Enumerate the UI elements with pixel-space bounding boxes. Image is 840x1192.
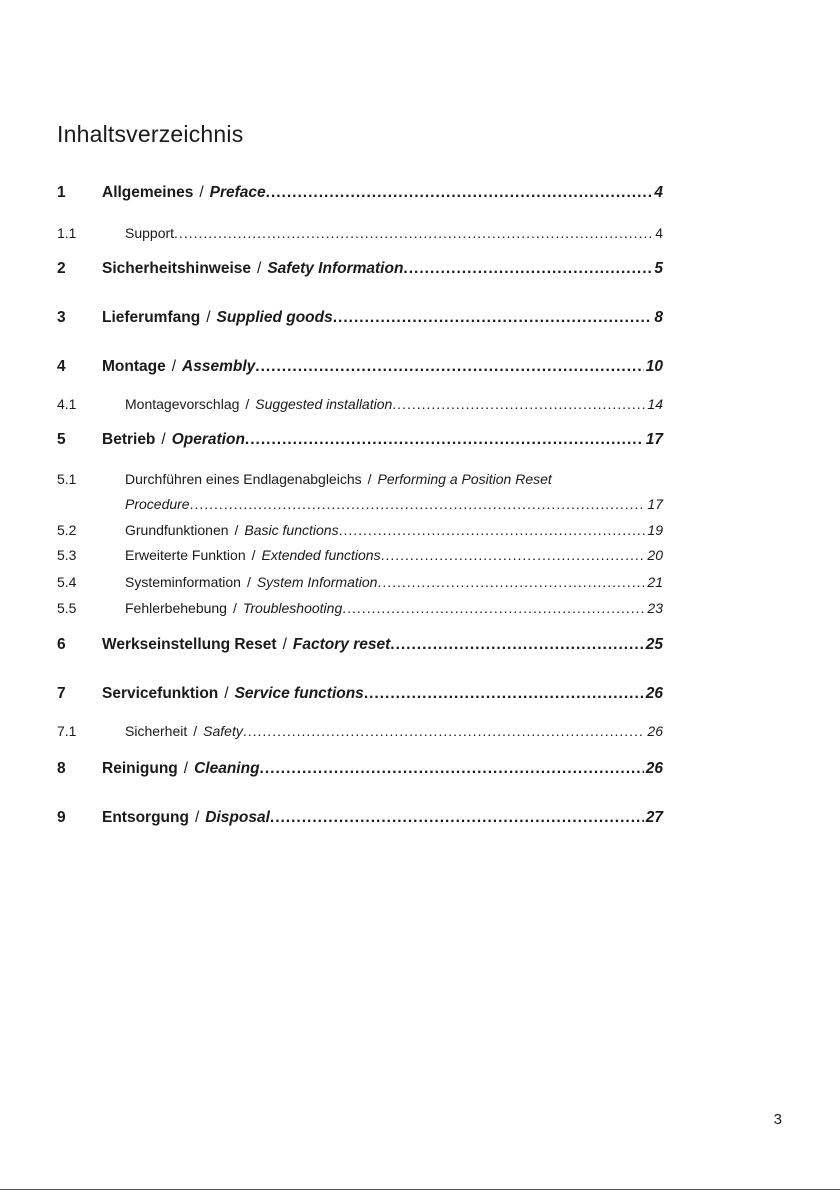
entry-page: 14 [647, 396, 663, 412]
toc-entry-7[interactable] [57, 684, 663, 704]
entry-title-en: Disposal [205, 809, 270, 826]
entry-title-en-cont: Procedure [125, 496, 190, 512]
toc-entry-2[interactable] [57, 259, 663, 279]
entry-title-de: Montagevorschlag [125, 396, 240, 412]
toc-entry-8[interactable] [57, 759, 663, 779]
entry-page: 26 [647, 723, 663, 739]
entry-title-de: Erweiterte Funktion [125, 547, 246, 563]
entry-separator: / [232, 600, 237, 616]
entry-title-en: Safety Information [267, 260, 404, 277]
toc-entry-5[interactable] [57, 430, 663, 450]
toc-entry-4-1[interactable] [57, 394, 663, 414]
entry-title-de: Systeminformation [125, 574, 241, 590]
page-title: Inhaltsverzeichnis [57, 121, 244, 147]
entry-title-en: Troubleshooting [242, 600, 343, 616]
entry-page: 4 [654, 184, 663, 201]
entry-title-de: Durchführen eines Endlagenabgleichs [125, 471, 362, 487]
toc-entry-9[interactable] [57, 808, 663, 828]
entry-number: 4.1 [57, 396, 77, 412]
entry-separator: / [206, 309, 211, 326]
entry-separator: / [234, 522, 239, 538]
entry-number: 7.1 [57, 723, 77, 739]
entry-number: 5.2 [57, 522, 77, 538]
entry-title-de: Reinigung [102, 760, 178, 777]
entry-page: 17 [647, 496, 663, 512]
entry-page: 17 [645, 431, 663, 448]
entry-separator: / [246, 574, 251, 590]
entry-title-de: Werkseinstellung Reset [102, 636, 277, 653]
entry-page: 26 [645, 760, 663, 777]
entry-number: 5 [57, 431, 66, 448]
toc-entry-5-1[interactable] [57, 469, 663, 489]
entry-number: 1.1 [57, 225, 77, 241]
entry-number: 2 [57, 260, 66, 277]
toc-entry-1-1[interactable] [57, 223, 663, 243]
entry-title-de: Servicefunktion [102, 685, 219, 702]
toc-entry-1[interactable] [57, 183, 663, 203]
toc-entry-7-1[interactable] [57, 721, 663, 741]
entry-number: 5.5 [57, 600, 77, 616]
entry-separator: / [367, 471, 372, 487]
entry-title-de: Lieferumfang [102, 309, 201, 326]
entry-separator: / [183, 760, 189, 777]
dot-leader [333, 308, 653, 328]
entry-number: 8 [57, 760, 66, 777]
entry-page: 19 [647, 522, 663, 538]
entry-page: 10 [645, 358, 663, 375]
dot-leader [392, 394, 645, 414]
entry-title-en: Preface [209, 184, 266, 201]
entry-number: 6 [57, 636, 66, 653]
entry-title-en: Assembly [182, 358, 256, 375]
entry-page: 27 [645, 809, 663, 826]
dot-leader [381, 545, 646, 565]
entry-separator: / [161, 431, 166, 448]
dot-leader [364, 684, 644, 704]
dot-leader [339, 520, 646, 540]
entry-title-de: Support [125, 225, 175, 241]
entry-title-en: Basic functions [244, 522, 339, 538]
entry-title-en: Extended functions [261, 547, 381, 563]
entry-number: 4 [57, 358, 66, 375]
dot-leader [260, 759, 644, 779]
entry-title-en: Service functions [234, 685, 364, 702]
entry-title-en: Suggested installation [255, 396, 393, 412]
dot-leader [243, 721, 646, 741]
toc-entry-5-3[interactable] [57, 545, 663, 565]
dot-leader [174, 223, 653, 243]
entry-number: 5.4 [57, 574, 77, 590]
entry-separator: / [199, 184, 204, 201]
entry-separator: / [245, 396, 250, 412]
entry-separator: / [194, 809, 200, 826]
dot-leader [255, 357, 643, 377]
dot-leader [342, 598, 645, 618]
entry-title-de: Sicherheitshinweise [102, 260, 252, 277]
toc-entry-5-2[interactable] [57, 520, 663, 540]
entry-number: 3 [57, 309, 66, 326]
entry-page: 21 [647, 574, 663, 590]
entry-page: 23 [647, 600, 663, 616]
dot-leader [266, 183, 653, 203]
entry-number: 7 [57, 685, 66, 702]
toc-entry-3[interactable] [57, 308, 663, 328]
page-number: 3 [773, 1111, 782, 1128]
entry-title-de: Montage [102, 358, 166, 375]
dot-leader [245, 430, 644, 450]
toc-entry-5-4[interactable] [57, 572, 663, 592]
toc-entry-4[interactable] [57, 357, 663, 377]
entry-number: 5.1 [57, 471, 77, 487]
entry-title-de: Sicherheit [125, 723, 188, 739]
entry-title-en: Factory reset [292, 636, 391, 653]
entry-number: 9 [57, 809, 66, 826]
dot-leader [377, 572, 645, 592]
entry-page: 8 [654, 309, 663, 326]
entry-page: 4 [655, 225, 663, 241]
entry-number: 1 [57, 184, 66, 201]
entry-title-en: Supplied goods [216, 309, 333, 326]
entry-title-de: Grundfunktionen [125, 522, 229, 538]
dot-leader [190, 494, 646, 514]
bottom-rule [0, 1189, 840, 1190]
entry-separator: / [171, 358, 177, 375]
dot-leader [403, 259, 652, 279]
dot-leader [270, 808, 644, 828]
toc-entry-6[interactable] [57, 635, 663, 655]
entry-title-en: Operation [171, 431, 245, 448]
entry-title-en: Safety [203, 723, 243, 739]
entry-page: 25 [645, 636, 663, 653]
entry-title-de: Betrieb [102, 431, 156, 448]
entry-page: 20 [647, 547, 663, 563]
entry-separator: / [251, 547, 256, 563]
toc-entry-5-5[interactable] [57, 598, 663, 618]
entry-title-en: Performing a Position Reset [377, 471, 552, 487]
entry-separator: / [257, 260, 262, 277]
entry-number: 5.3 [57, 547, 77, 563]
entry-title-de: Allgemeines [102, 184, 194, 201]
entry-separator: / [224, 685, 229, 702]
entry-page: 26 [645, 685, 663, 702]
entry-title-en: System Information [256, 574, 378, 590]
entry-title-de: Entsorgung [102, 809, 189, 826]
entry-title-en: Cleaning [194, 760, 260, 777]
entry-page: 5 [654, 260, 663, 277]
entry-separator: / [193, 723, 198, 739]
dot-leader [390, 635, 643, 655]
toc-entry-5-1-cont[interactable] [125, 494, 663, 514]
entry-title-de: Fehlerbehebung [125, 600, 227, 616]
entry-separator: / [282, 636, 287, 653]
